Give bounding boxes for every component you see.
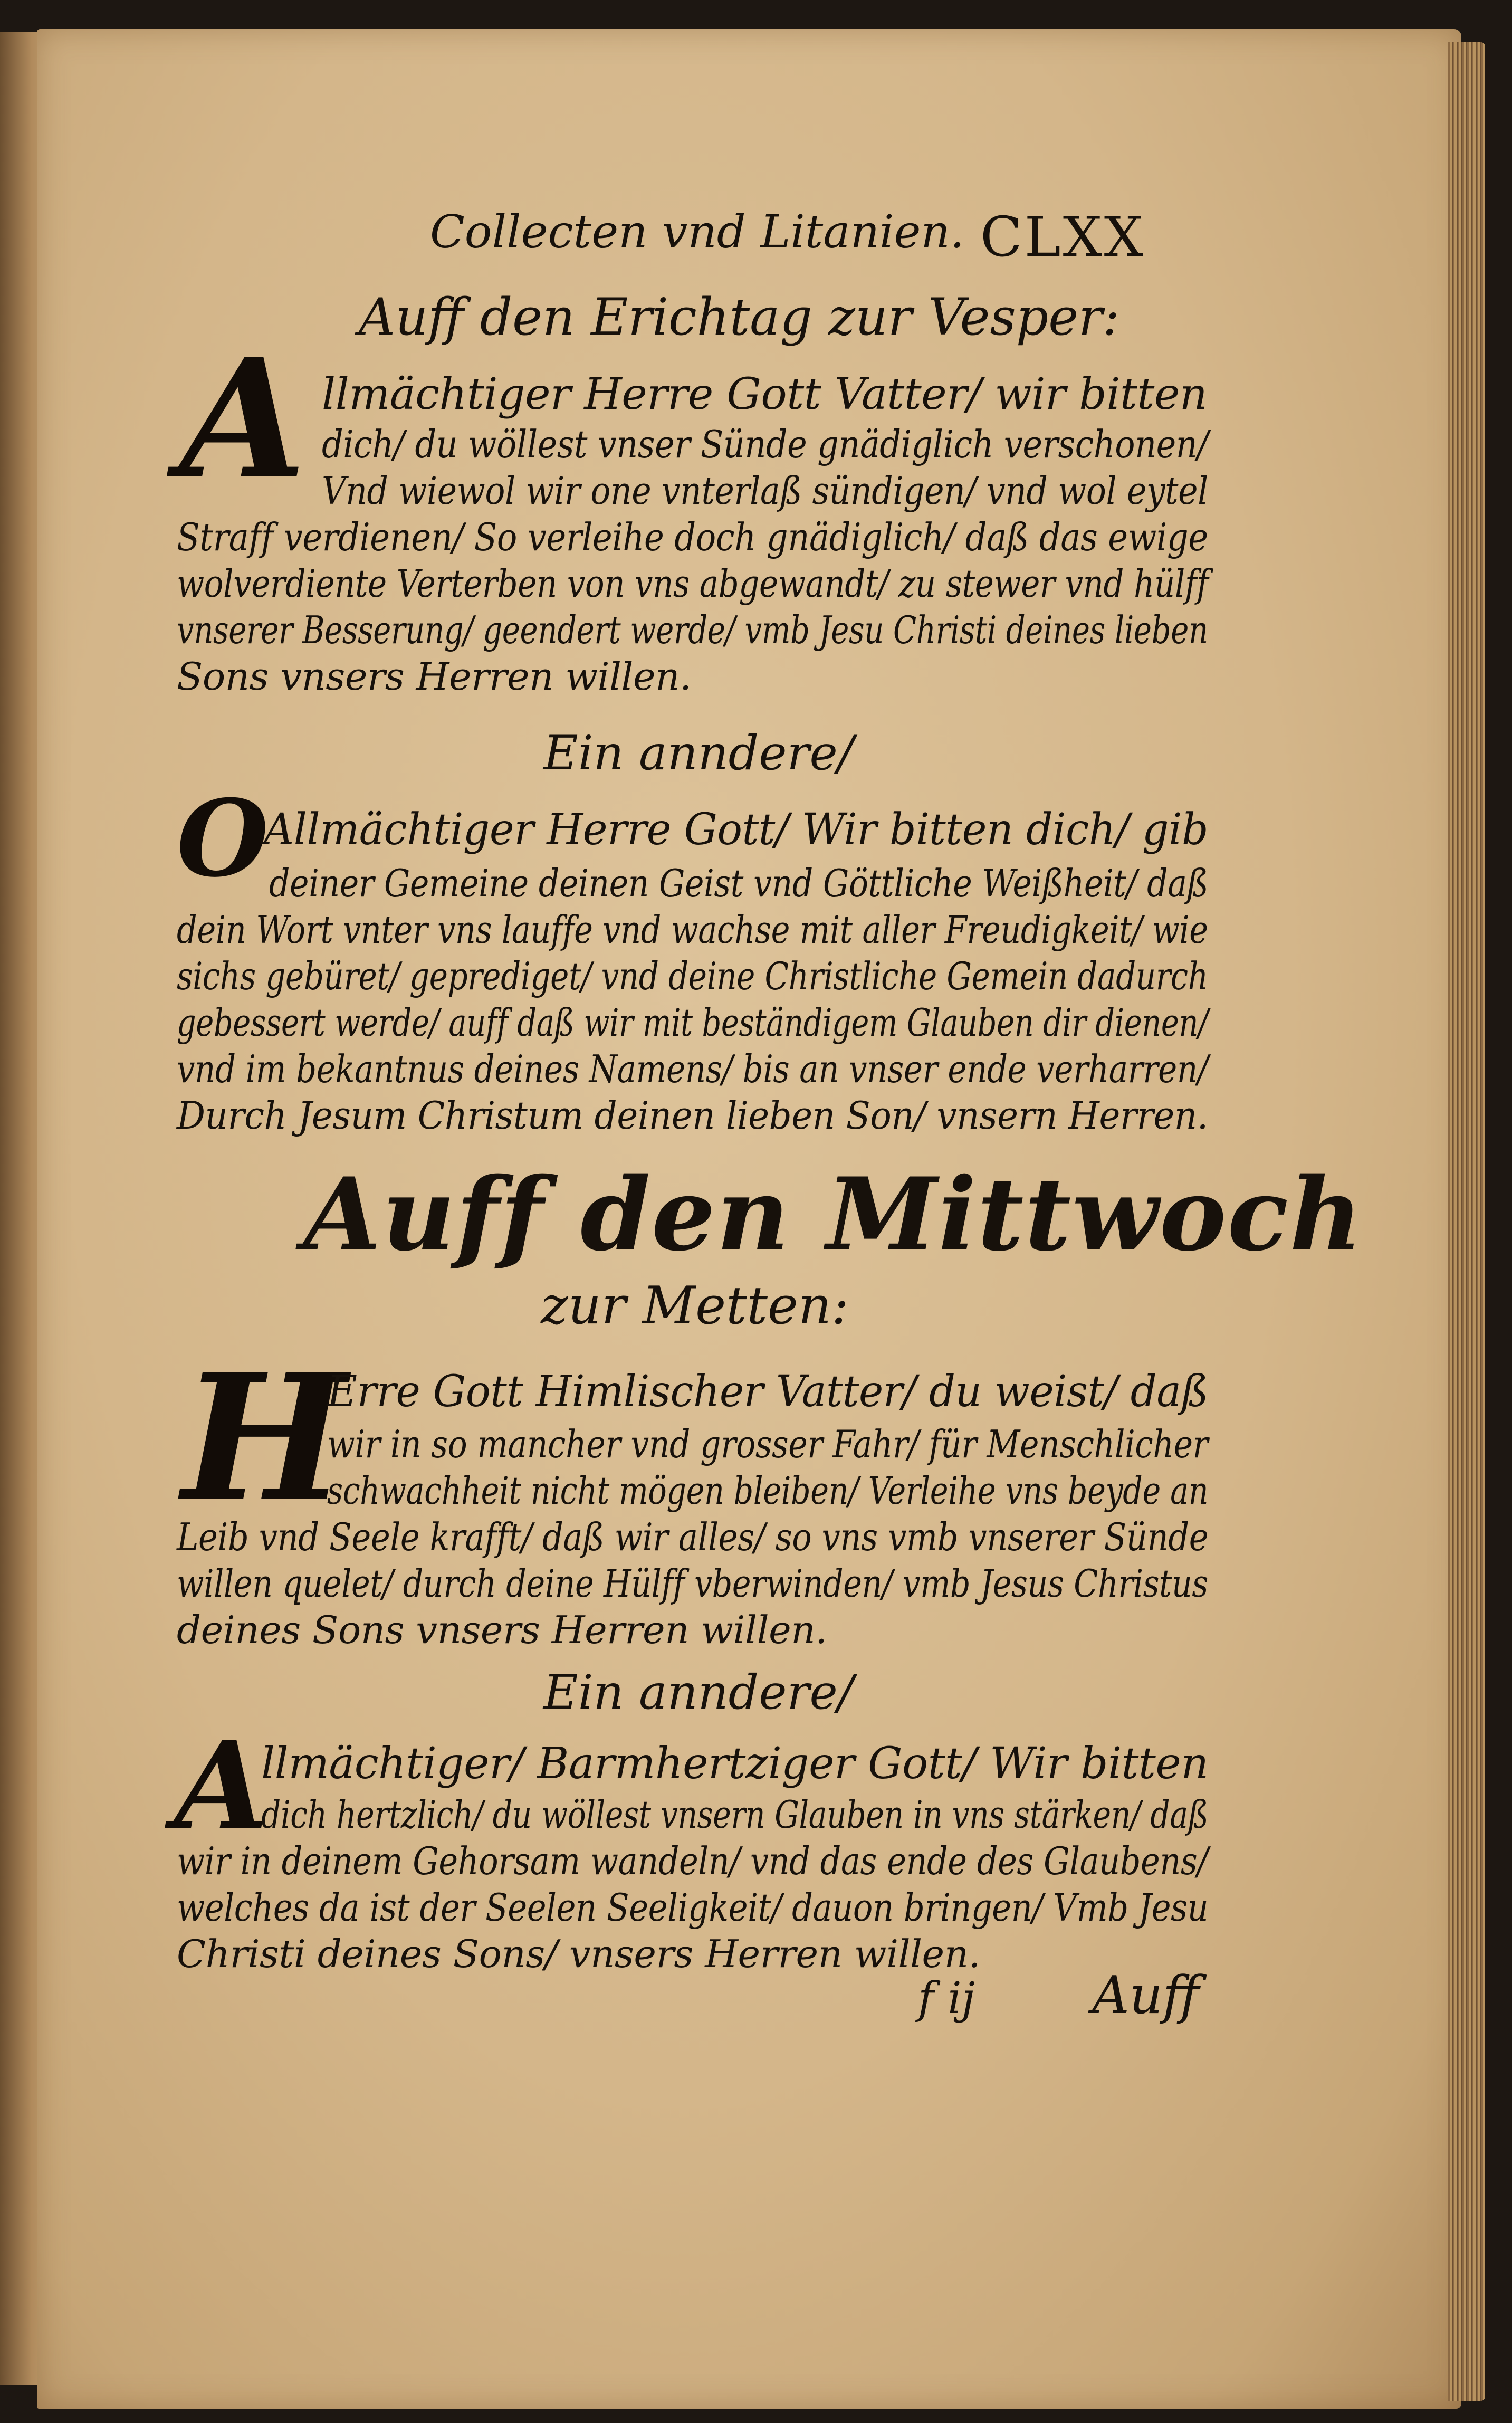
drop-cap-a-alternative-2: A: [174, 1715, 269, 1857]
page-stack-edge: [1448, 42, 1485, 2401]
text-line: wir in so mancher vnd grosser Fahr/ für Menschlicher: [327, 1422, 1208, 1466]
text-line: dich/ du wöllest vnser Sünde gnädiglich verschonen/: [322, 422, 1209, 466]
text-line: welches da ist der Seelen Seeligkeit/ dauon bringen/ Vmb Jesu: [177, 1885, 1209, 1930]
drop-cap-a-tuesday: A: [179, 323, 307, 516]
text-line: vnd im bekantnus deines Namens/ bis an vnser ende verharren/: [177, 1047, 1208, 1091]
text-line: llmächtiger/ Barmhertziger Gott/ Wir bitten: [261, 1739, 1209, 1789]
text-line: wir in deinem Gehorsam wandeln/ vnd das ende des Glaubens/: [177, 1839, 1208, 1883]
text-line: Allmächtiger Herre Gott/ Wir bitten dich/ gib: [264, 805, 1209, 855]
text-line: Sons vnsers Herren willen.: [177, 654, 692, 699]
text-line: wolverdiente Verterben von vns abgewandt/ zu stewer vnd hülff: [177, 561, 1209, 606]
section-heading-alternative-2: Ein anndere/: [543, 1665, 854, 1720]
text-line: Erre Gott Himlischer Vatter/ du weist/ daß: [327, 1367, 1209, 1417]
text-line: Leib vnd Seele krafft/ daß wir alles/ so vns vmb vnserer Sünde: [177, 1515, 1209, 1559]
text-line: Durch Jesum Christum deinen lieben Son/ vnsern Herren.: [177, 1093, 1208, 1138]
text-line: deiner Gemeine deinen Geist vnd Göttliche Weißheit/ daß: [269, 861, 1209, 905]
text-line: vnserer Besserung/ geendert werde/ vmb Jesu Christi deines lieben: [177, 608, 1208, 652]
section-heading-tuesday: Auff den Erichtag zur Vesper:: [359, 288, 1120, 347]
text-line: Straff verdienen/ So verleihe doch gnädiglich/ daß das ewige: [177, 515, 1208, 559]
text-line: gebessert werde/ auff daß wir mit beständigem Glauben dir dienen/: [177, 1000, 1209, 1045]
section-heading-alternative-1: Ein anndere/: [543, 726, 854, 781]
text-line: sichs gebüret/ geprediget/ vnd deine Christliche Gemein dadurch: [177, 954, 1208, 998]
section-heading-wednesday: Auff den Mittwoch: [303, 1156, 1364, 1273]
text-line: Vnd wiewol wir one vnterlaß sündigen/ vnd wol eytel: [322, 469, 1208, 513]
text-line: deines Sons vnsers Herren willen.: [177, 1608, 827, 1652]
folio-number: CLXX: [980, 205, 1145, 269]
section-subheading-wednesday: zur Metten:: [541, 1276, 849, 1336]
text-line: llmächtiger Herre Gott Vatter/ wir bitten: [322, 369, 1208, 419]
drop-cap-o: O: [177, 777, 269, 901]
catchword: Auff: [1092, 1966, 1200, 2026]
text-line: dich hertzlich/ du wöllest vnsern Glauben in vns stärken/ daß: [261, 1792, 1209, 1837]
signature-mark: f ij: [918, 1973, 975, 2024]
drop-cap-h: H: [182, 1335, 347, 1540]
text-line: willen quelet/ durch deine Hülff vberwinden/ vmb Jesus Christus: [177, 1561, 1208, 1606]
text-line: dein Wort vnter vns lauffe vnd wachse mit aller Freudigkeit/ wie: [177, 908, 1208, 952]
text-line: Christi deines Sons/ vnsers Herren willen.: [177, 1932, 980, 1976]
text-line: schwachheit nicht mögen bleiben/ Verleihe vns beyde an: [327, 1468, 1209, 1513]
running-head-title: Collecten vnd Litanien.: [430, 206, 965, 259]
